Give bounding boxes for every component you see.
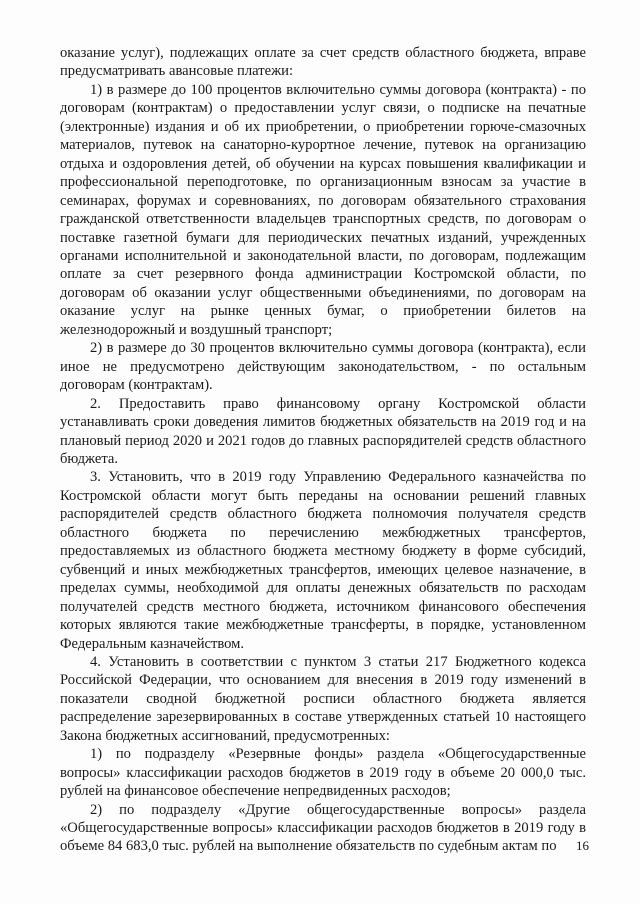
page-number: 16 [576, 838, 589, 853]
paragraph-clause-4-item-1: 1) по подразделу «Резервные фонды» раздела «Общегосударственные вопросы» классификации расходов бюджетов в 2019 году в объеме 20 000,0 тыс. рублей на финансовое обеспечение непредвиденных расходов; [60, 746, 586, 800]
paragraph-continuation: оказание услуг), подлежащих оплате за счет средств областного бюджета, вправе предусматривать авансовые платежи: [60, 45, 586, 80]
paragraph-item-1-100-percent: 1) в размере до 100 процентов включительно суммы договора (контракта) - по договорам (контрактам) о предоставлении услуг связи, о подписке на печатные (электронные) издания и об их приобретении, о приобретении горюче-смазочных материалов, путевок на санаторно-курортное лечение, путевок на организацию отдыха и оздоровления детей, об обучении на курсах повышения квалификации и профессиональной переподготовке, по организационным взносам за участие в семинарах, форумах и соревнованиях, по договорам обязательного страхования гражданской ответственности владельцев транспортных средств, по договорам о поставке газетной бумаги для периодических печатных изданий, учрежденных органами исполнительной и законодательной власти, по договорам, подлежащим оплате за счет резервного фонда администрации Костромской области, по договорам об оказании услуг общественными объединениями, по договорам на оказание услуг на рынке ценных бумаг, о приобретении билетов на железнодорожный и воздушный транспорт; [60, 81, 586, 338]
paragraph-clause-2: 2. Предоставить право финансовому органу Костромской области устанавливать сроки доведения лимитов бюджетных обязательств на 2019 год и на плановый период 2020 и 2021 годов до главных распорядителей средств областного бюджета. [60, 395, 586, 467]
paragraph-clause-3: 3. Установить, что в 2019 году Управлению Федерального казначейства по Костромской области могут быть переданы на основании решений главных распорядителей средств областного бюджета полномочия получателя средств областного бюджета по перечислению межбюджетных трансфертов, предоставляемых из областного бюджета местному бюджету в форме субсидий, субвенций и иных межбюджетных трансфертов, имеющих целевое назначение, в пределах суммы, необходимой для оплаты денежных обязательств по расходам получателей средств местного бюджета, источником финансового обеспечения которых являются такие межбюджетные трансферты, в порядке, установленном Федеральным казначейством. [60, 469, 586, 652]
paragraph-clause-4: 4. Установить в соответствии с пунктом 3 статьи 217 Бюджетного кодекса Российской Федерации, что основанием для внесения в 2019 году изменений в показатели сводной бюджетной росписи областного бюджета является распределение зарезервированных в составе утвержденных статьей 10 настоящего Закона бюджетных ассигнований, предусмотренных: [60, 653, 586, 744]
paragraph-clause-4-item-2: 2) по подразделу «Другие общегосударственные вопросы» раздела «Общегосударственные вопросы» классификации расходов бюджетов в 2019 году в объеме 84 683,0 тыс. рублей на выполнение обязательств по судебным актам по [60, 801, 586, 855]
document-body [60, 44, 586, 856]
paragraph-item-2-30-percent: 2) в размере до 30 процентов включительно суммы договора (контракта), если иное не предусмотрено действующим законодательством, - по остальным договорам (контрактам). [60, 340, 586, 394]
